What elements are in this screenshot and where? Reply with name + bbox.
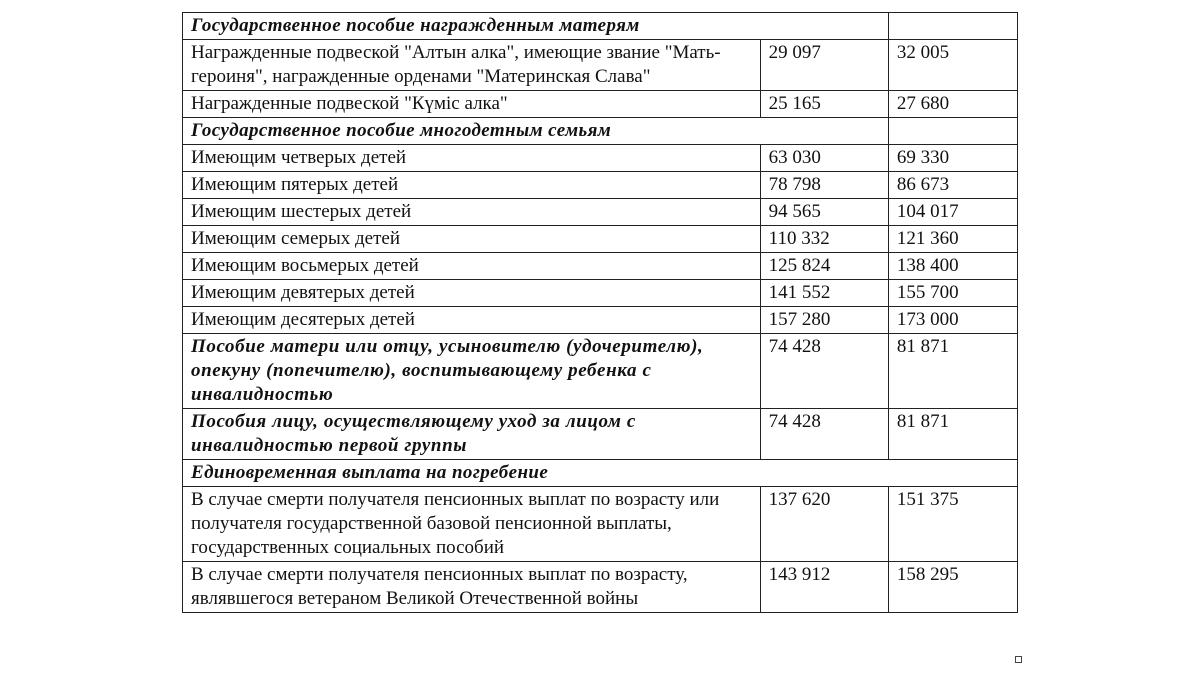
value-col2: 158 295: [888, 562, 1017, 613]
row-label: Пособия лицу, осуществляющему уход за лицом с инвалидностью первой группы: [183, 409, 761, 460]
value-col2: 121 360: [888, 226, 1017, 253]
value-col1: 74 428: [760, 334, 888, 409]
section-header: Государственное пособие многодетным семьям: [183, 118, 889, 145]
table-row: [183, 253, 1018, 280]
value-col1: 110 332: [760, 226, 888, 253]
value-col1: 74 428: [760, 409, 888, 460]
value-col2: 151 375: [888, 487, 1017, 562]
table-row: [183, 172, 1018, 199]
value-col2: 27 680: [888, 91, 1017, 118]
table-row: [183, 307, 1018, 334]
value-col1: 143 912: [760, 562, 888, 613]
value-col1: 94 565: [760, 199, 888, 226]
table-row: [183, 280, 1018, 307]
section-header: Государственное пособие награжденным матерям: [183, 13, 889, 40]
empty-cell: [888, 13, 1017, 40]
row-label: Имеющим десятерых детей: [183, 307, 761, 334]
benefits-table: [182, 12, 1018, 613]
row-label: Имеющим шестерых детей: [183, 199, 761, 226]
table-row: [183, 487, 1018, 562]
table-resize-handle[interactable]: [1015, 656, 1022, 663]
value-col2: 173 000: [888, 307, 1017, 334]
row-label: Имеющим восьмерых детей: [183, 253, 761, 280]
row-label: Имеющим девятерых детей: [183, 280, 761, 307]
value-col1: 137 620: [760, 487, 888, 562]
value-col2: 138 400: [888, 253, 1017, 280]
value-col1: 63 030: [760, 145, 888, 172]
row-label: В случае смерти получателя пенсионных выплат по возрасту, являвшегося ветераном Великой Отечественной войны: [183, 562, 761, 613]
table-row: [183, 334, 1018, 409]
value-col2: 81 871: [888, 409, 1017, 460]
row-label: Имеющим пятерых детей: [183, 172, 761, 199]
table-row: [183, 118, 1018, 145]
row-label: Пособие матери или отцу, усыновителю (удочерителю), опекуну (попечителю), воспитывающему ребенка с инвалидностью: [183, 334, 761, 409]
value-col2: 155 700: [888, 280, 1017, 307]
table-row: [183, 145, 1018, 172]
table-row: [183, 13, 1018, 40]
value-col2: 32 005: [888, 40, 1017, 91]
value-col2: 86 673: [888, 172, 1017, 199]
value-col1: 141 552: [760, 280, 888, 307]
table-row: [183, 409, 1018, 460]
table-row: [183, 91, 1018, 118]
section-header: Единовременная выплата на погребение: [183, 460, 1018, 487]
row-label: Имеющим семерых детей: [183, 226, 761, 253]
row-label: Имеющим четверых детей: [183, 145, 761, 172]
value-col1: 78 798: [760, 172, 888, 199]
value-col1: 157 280: [760, 307, 888, 334]
value-col1: 29 097: [760, 40, 888, 91]
value-col2: 69 330: [888, 145, 1017, 172]
table-row: [183, 199, 1018, 226]
table-row: [183, 460, 1018, 487]
value-col1: 125 824: [760, 253, 888, 280]
table-row: [183, 562, 1018, 613]
value-col1: 25 165: [760, 91, 888, 118]
empty-cell: [888, 118, 1017, 145]
value-col2: 81 871: [888, 334, 1017, 409]
value-col2: 104 017: [888, 199, 1017, 226]
table-row: [183, 226, 1018, 253]
row-label: В случае смерти получателя пенсионных выплат по возрасту или получателя государственной базовой пенсионной выплаты, государственных социальных пособий: [183, 487, 761, 562]
table-row: [183, 40, 1018, 91]
row-label: Награжденные подвеской "Алтын алка", имеющие звание "Мать-героиня", награжденные орденами "Материнская Слава": [183, 40, 761, 91]
row-label: Награжденные подвеской "Күміс алка": [183, 91, 761, 118]
